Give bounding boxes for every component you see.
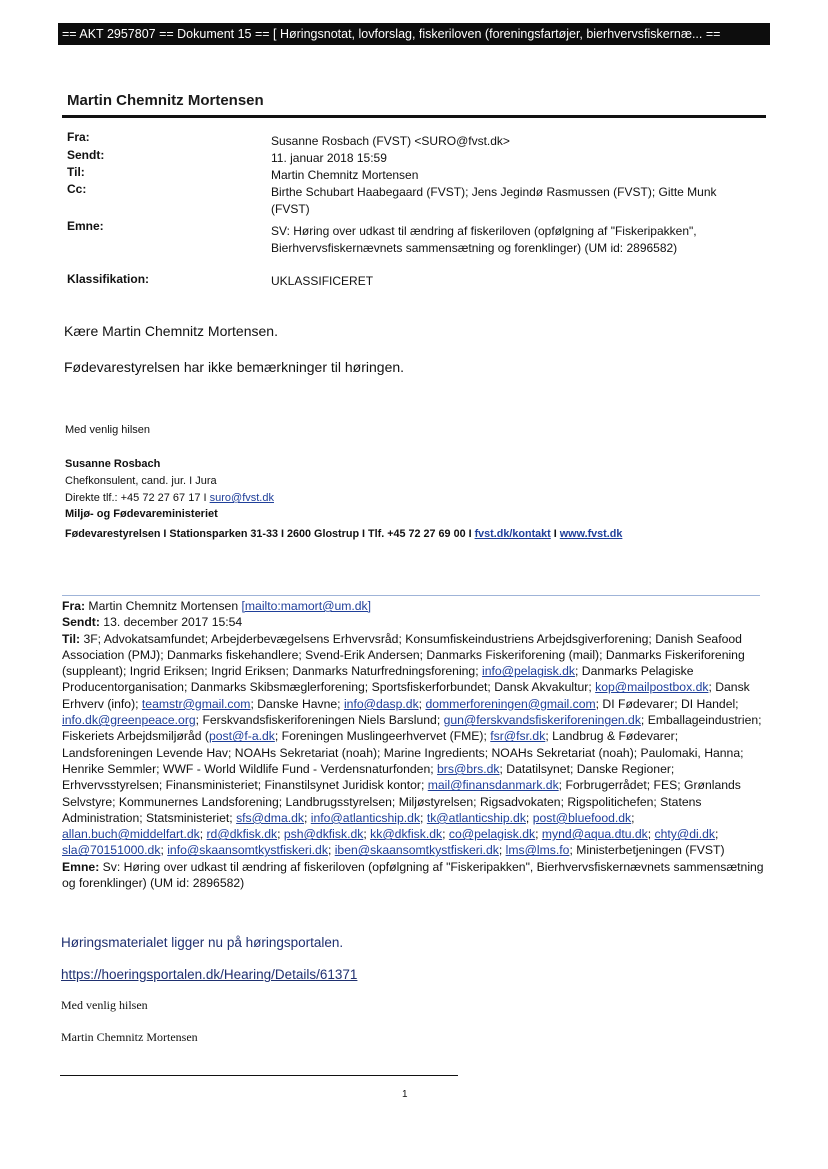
fwd-sent-line xyxy=(62,614,772,630)
fwd-from-line xyxy=(62,598,772,614)
recipient-text: 3F; Advokatsamfundet; Arbejderbevægelsens Erhvervsråd; Konsumfiskeindustriens Arbejdsgiverforening; Danish Seafood Association (PMJ); Danmarks fiskehandlere; Svend-Erik Andersen; Danmarks Fiskeriforening (mail); Danmarks Fiskeriforening (suppleant); Ingrid Eriksen; Ingrid Eriksen; Danmarks Naturfredningsforening; xyxy=(62,631,745,679)
recipient-email-link[interactable]: post@bluefood.dk xyxy=(532,810,632,825)
reply-message: Fødevarestyrelsen har ikke bemærkninger til høringen. xyxy=(64,359,405,375)
recipient-text: ; Danske Havne; xyxy=(250,696,344,711)
forward-divider xyxy=(62,595,760,596)
fwd-sent-value: 13. december 2017 15:54 xyxy=(99,615,243,630)
sent-label: Sendt: xyxy=(67,148,105,162)
forwarded-message-header xyxy=(62,598,772,891)
recipient-text: ; xyxy=(277,827,284,842)
recipient-email-link[interactable]: chty@di.dk xyxy=(654,827,716,842)
footer-divider xyxy=(60,1075,458,1076)
recipient-email-link[interactable]: info@pelagisk.dk xyxy=(482,664,575,679)
recipient-email-link[interactable]: post@f-a.dk xyxy=(208,729,275,744)
fwd-subject-label: Emne: xyxy=(62,859,100,874)
classification-label: Klassifikation: xyxy=(67,272,150,286)
phone-text: Direkte tlf.: +45 72 27 67 17 I xyxy=(65,492,210,504)
fwd-from-name: Martin Chemnitz Mortensen xyxy=(85,599,242,613)
recipient-text: ; xyxy=(418,696,426,711)
recipient-email-link[interactable]: gun@ferskvandsfiskeriforeningen.dk xyxy=(443,713,641,728)
recipient-text: ; Ministerbetjeningen (FVST) xyxy=(569,843,725,858)
recipient-text: ; Danmarks Pelagiske Producentorganisation; Danmarks Skibsmæglerforening; Sportsfiskerforbundet; Dansk Akvakultur; xyxy=(62,664,694,695)
sent-value: 11. januar 2018 15:59 xyxy=(271,151,387,165)
heading-divider xyxy=(62,115,766,118)
recipient-email-link[interactable]: sla@70151000.dk xyxy=(62,843,161,858)
recipient-email-link[interactable]: mynd@aqua.dtu.dk xyxy=(541,827,648,842)
website-link[interactable]: www.fvst.dk xyxy=(559,528,623,540)
recipient-email-link[interactable]: info@atlanticship.dk xyxy=(310,810,421,825)
signature-closing: Med venlig hilsen xyxy=(65,424,150,436)
fwd-to-label: Til: xyxy=(62,631,81,646)
org-text: Fødevarestyrelsen I Stationsparken 31-33 I 2600 Glostrup I Tlf. +45 72 27 69 00 I xyxy=(65,528,475,540)
fwd-mailto-link[interactable]: [mailto:mamort@um.dk] xyxy=(241,599,372,613)
recipient-email-link[interactable]: tk@atlanticship.dk xyxy=(426,810,526,825)
recipient-text: ; Dansk Erhverv (info); xyxy=(62,680,750,711)
recipient-email-link[interactable]: info.dk@greenpeace.org xyxy=(62,713,196,728)
document-id-banner: == AKT 2957807 == Dokument 15 == [ Høringsnotat, lovforslag, fiskeriloven (foreningsfartøjer, bierhvervsfiskernæ... == xyxy=(58,23,770,45)
classification-value: UKLASSIFICERET xyxy=(271,274,374,288)
fwd-from-label: Fra: xyxy=(62,599,86,613)
from-value: Susanne Rosbach (FVST) <SURO@fvst.dk> xyxy=(271,134,510,148)
recipient-email-link[interactable]: iben@skaansomtkystfiskeri.dk xyxy=(334,843,499,858)
recipient-text: ; Foreningen Muslingeerhvervet (FME); xyxy=(274,729,491,744)
to-label: Til: xyxy=(67,165,85,179)
recipient-text: ; Landbrug & Fødevarer; Landsforeningen Levende Hav; NOAHs Sekretariat (noah); Marine Ingredients; NOAHs Sekretariat (noah); Paulomaki, Hanna; Henrike Semmler; WWF - World Wildlife Fund - Verdensnaturfonden; xyxy=(62,729,744,776)
recipient-email-link[interactable]: allan.buch@middelfart.dk xyxy=(62,827,200,842)
signature-phone xyxy=(65,490,274,506)
sender-signature: Martin Chemnitz Mortensen xyxy=(61,1030,198,1044)
signature-title: Chefkonsulent, cand. jur. I Jura xyxy=(65,475,217,487)
recipient-text: ; xyxy=(160,843,168,858)
recipient-text: ; xyxy=(715,827,719,842)
recipient-email-link[interactable]: co@pelagisk.dk xyxy=(448,827,536,842)
recipient-text: ; Ferskvandsfiskeriforeningen Niels Barslund; xyxy=(195,713,444,728)
recipient-email-link[interactable]: fsr@fsr.dk xyxy=(490,729,546,744)
recipient-email-link[interactable]: info@dasp.dk xyxy=(343,696,419,711)
cc-label: Cc: xyxy=(67,182,87,196)
fwd-subject-value: Sv: Høring over udkast til ændring af fiskeriloven (opfølgning af "Fiskeripakken", Bierhvervsfiskernævnets sammensætning og forenklinger) (UM id: 2896582) xyxy=(62,859,764,891)
recipient-email-link[interactable]: sfs@dma.dk xyxy=(236,810,304,825)
subject-label: Emne: xyxy=(67,219,104,233)
signature-ministry: Miljø- og Fødevareministeriet xyxy=(65,508,218,520)
recipient-text: ; xyxy=(304,810,311,825)
recipient-text: ; Emballageindustrien; Fiskeriets Arbejdsmiljøråd ( xyxy=(62,713,762,744)
recipient-email-link[interactable]: mail@finansdanmark.dk xyxy=(427,778,559,793)
to-value: Martin Chemnitz Mortensen xyxy=(271,168,419,182)
recipient-text: ; xyxy=(327,843,335,858)
recipient-text: ; xyxy=(199,827,207,842)
recipient-text: ; xyxy=(647,827,655,842)
greeting: Kære Martin Chemnitz Mortensen. xyxy=(64,323,278,339)
recipient-text: ; DI Fødevarer; DI Handel; xyxy=(595,696,739,711)
recipient-text: ; xyxy=(525,810,533,825)
portal-link[interactable]: https://hoeringsportalen.dk/Hearing/Details/61371 xyxy=(61,967,358,982)
closing-text: Med venlig hilsen xyxy=(61,998,148,1012)
recipient-email-link[interactable]: teamstr@gmail.com xyxy=(141,696,251,711)
recipient-email-link[interactable]: psh@dkfisk.dk xyxy=(283,827,364,842)
recipient-text: ; xyxy=(420,810,427,825)
recipient-email-link[interactable]: lms@lms.fo xyxy=(505,843,570,858)
subject-value: SV: Høring over udkast til ændring af fiskeriloven (opfølgning af "Fiskeripakken", Bierhvervsfiskernævnets sammensætning og forenklinger) (UM id: 2896582) xyxy=(271,224,697,255)
recipient-text: ; xyxy=(498,843,506,858)
signature-email-link[interactable]: suro@fvst.dk xyxy=(209,492,274,504)
signature-org-line xyxy=(65,526,622,542)
recipient-email-link[interactable]: brs@brs.dk xyxy=(437,761,500,776)
fwd-subject-line xyxy=(62,859,772,892)
recipient-email-link[interactable]: info@skaansomtkystfiskeri.dk xyxy=(167,843,328,858)
contact-link[interactable]: fvst.dk/kontakt xyxy=(474,528,551,540)
page-number: 1 xyxy=(402,1089,408,1100)
recipient-text: ; xyxy=(363,827,371,842)
recipient-text: ; xyxy=(442,827,449,842)
sender-heading: Martin Chemnitz Mortensen xyxy=(67,92,264,109)
fwd-sent-label: Sendt: xyxy=(62,615,100,630)
recipient-text: ; xyxy=(631,810,635,825)
recipient-email-link[interactable]: dommerforeningen@gmail.com xyxy=(425,696,596,711)
recipient-text: ; xyxy=(535,827,542,842)
recipient-email-link[interactable]: rd@dkfisk.dk xyxy=(206,827,278,842)
recipient-text: ; Forbrugerrådet; FES; Grønlands Selvstyre; Kommunernes Landsforening; Landbrugsstyrelsen; Miljøstyrelsen; Rigsadvokaten; Rigspolitichefen; Statens Administration; Statsministeriet; xyxy=(62,778,741,825)
org-separator: I xyxy=(550,528,560,540)
fwd-recipients xyxy=(62,631,772,859)
cc-value: Birthe Schubart Haabegaard (FVST); Jens Jegindø Rasmussen (FVST); Gitte Munk (FVST) xyxy=(271,185,717,216)
portal-text: Høringsmaterialet ligger nu på høringsportalen. xyxy=(61,935,344,950)
from-label: Fra: xyxy=(67,130,90,144)
recipient-email-link[interactable]: kk@dkfisk.dk xyxy=(370,827,443,842)
recipient-text: ; Datatilsynet; Danske Regioner; Erhvervsstyrelsen; Finansministeriet; Finanstilsynet Juridisk kontor; xyxy=(62,761,675,793)
recipient-email-link[interactable]: kop@mailpostbox.dk xyxy=(595,680,709,695)
signature-name: Susanne Rosbach xyxy=(65,458,161,470)
